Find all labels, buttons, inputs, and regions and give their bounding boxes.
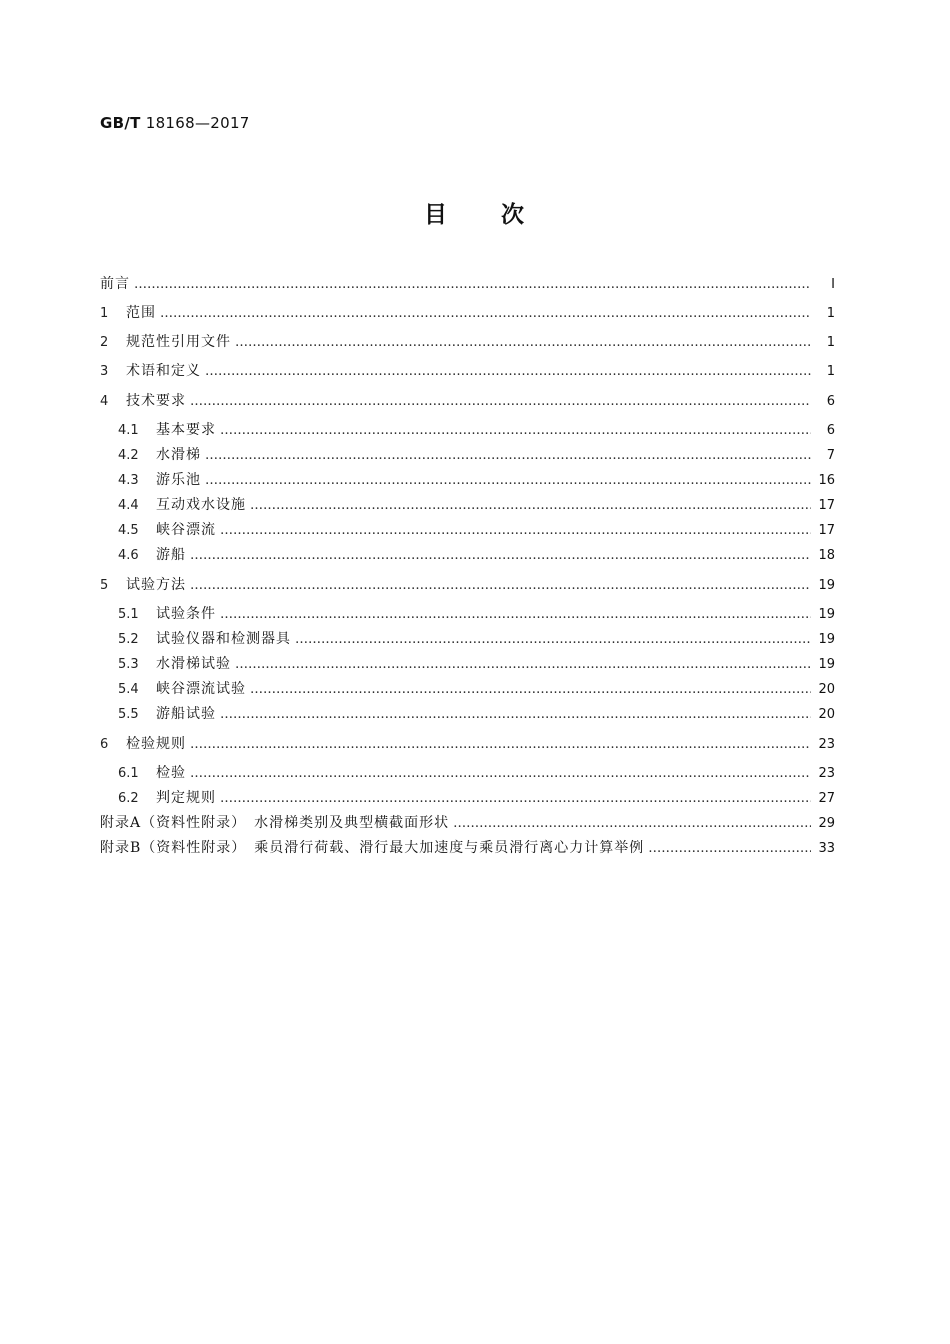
toc-number: 5.5 [118,707,139,722]
toc-leader [190,546,811,566]
toc-entry-appendix-a[interactable] [100,813,835,833]
toc-entry[interactable] [100,391,835,411]
toc-page: 7 [826,448,835,463]
toc-number: 5 [100,578,109,593]
toc-leader [648,839,811,859]
toc-entry[interactable] [118,470,835,490]
toc-number: 2 [100,335,109,350]
toc-page: 20 [818,682,835,697]
toc-leader [220,421,811,441]
toc-entry[interactable] [100,734,835,754]
toc-entry[interactable] [118,445,835,465]
toc-entry[interactable] [100,361,835,381]
toc-number: 4.3 [118,473,139,488]
toc-number: 4.5 [118,523,139,538]
toc-label: 峡谷漂流 [156,522,216,538]
toc-number: 1 [100,306,109,321]
toc-leader [220,789,811,809]
toc-page: 16 [818,473,835,488]
toc-page: 1 [826,335,835,350]
toc-number: 6.2 [118,791,139,806]
toc-page: Ⅰ [831,277,835,292]
toc-page: 6 [826,394,835,409]
toc-leader [220,705,811,725]
toc-leader [250,680,811,700]
toc-label: 基本要求 [156,422,216,438]
toc-entry[interactable] [118,495,835,515]
toc-page: 17 [818,498,835,513]
toc-entry[interactable] [118,420,835,440]
toc-label: 检验 [156,765,186,781]
toc-label: 附录A（资料性附录） 水滑梯类别及典型横截面形状 [100,815,450,831]
toc-label: 试验方法 [126,577,186,593]
toc-entry[interactable] [118,604,835,624]
toc-number: 6.1 [118,766,139,781]
toc-page: 1 [826,306,835,321]
toc-label: 水滑梯试验 [156,656,231,672]
toc-entry[interactable] [100,274,835,294]
toc-leader [453,814,811,834]
toc-leader [205,471,811,491]
toc-page: 1 [826,364,835,379]
toc-label: 检验规则 [126,736,186,752]
toc-number: 3 [100,364,109,379]
toc-page: 29 [818,816,835,831]
toc-number: 4.2 [118,448,139,463]
toc-entry[interactable] [118,788,835,808]
toc-label: 前言 [100,276,130,292]
toc-entry[interactable] [118,654,835,674]
toc-page: 17 [818,523,835,538]
toc-entry-appendix-b[interactable] [100,838,835,858]
toc-label: 术语和定义 [126,363,201,379]
toc-label: 游乐池 [156,472,201,488]
toc-leader [235,333,811,353]
toc-label: 附录B（资料性附录） 乘员滑行荷载、滑行最大加速度与乘员滑行离心力计算举例 [100,840,645,856]
standard-prefix: GB/T [100,114,141,132]
title-char-1: 目 [424,202,449,228]
toc-entry[interactable] [118,629,835,649]
toc-label: 判定规则 [156,790,216,806]
toc-entry[interactable] [118,679,835,699]
toc-number: 4.6 [118,548,139,563]
toc-leader [190,735,811,755]
toc-page: 18 [818,548,835,563]
toc-number: 5.4 [118,682,139,697]
toc-label: 技术要求 [126,393,186,409]
toc-number: 5.2 [118,632,139,647]
standard-number: 18168—2017 [145,114,250,132]
toc-entry[interactable] [118,704,835,724]
toc-entry[interactable] [118,520,835,540]
toc-leader [220,605,811,625]
toc-label: 峡谷漂流试验 [156,681,246,697]
toc-leader [220,521,811,541]
toc-entry[interactable] [118,545,835,565]
toc-number: 6 [100,737,109,752]
toc-leader [190,392,811,412]
toc-number: 4.4 [118,498,139,513]
toc-entry[interactable] [100,303,835,323]
toc-leader [205,362,811,382]
toc-page: 23 [818,766,835,781]
toc-number: 5.3 [118,657,139,672]
toc-label: 游船 [156,547,186,563]
title-char-2: 次 [501,202,526,228]
toc-leader [205,446,811,466]
toc-entry[interactable] [118,763,835,783]
toc-page: 19 [818,657,835,672]
toc-leader [295,630,811,650]
toc-entry[interactable] [100,575,835,595]
toc-page: 19 [818,607,835,622]
toc-page: 6 [826,423,835,438]
toc-page: 23 [818,737,835,752]
toc-number: 4.1 [118,423,139,438]
toc-label: 水滑梯 [156,447,201,463]
toc-label: 规范性引用文件 [126,334,231,350]
toc-label: 试验条件 [156,606,216,622]
toc-page: 33 [818,841,835,856]
toc-number: 5.1 [118,607,139,622]
toc-page: 19 [818,578,835,593]
toc-label: 互动戏水设施 [156,497,246,513]
toc-label: 游船试验 [156,706,216,722]
toc-leader [190,576,811,596]
toc-label: 范围 [126,305,156,321]
toc-page: 27 [818,791,835,806]
toc-leader [250,496,811,516]
toc-leader [235,655,811,675]
toc-leader [190,764,811,784]
toc-page: 20 [818,707,835,722]
toc-entry[interactable] [100,332,835,352]
toc-label: 试验仪器和检测器具 [156,631,291,647]
toc-leader [160,304,811,324]
toc-page: 19 [818,632,835,647]
toc-number: 4 [100,394,109,409]
toc-leader [134,275,811,295]
